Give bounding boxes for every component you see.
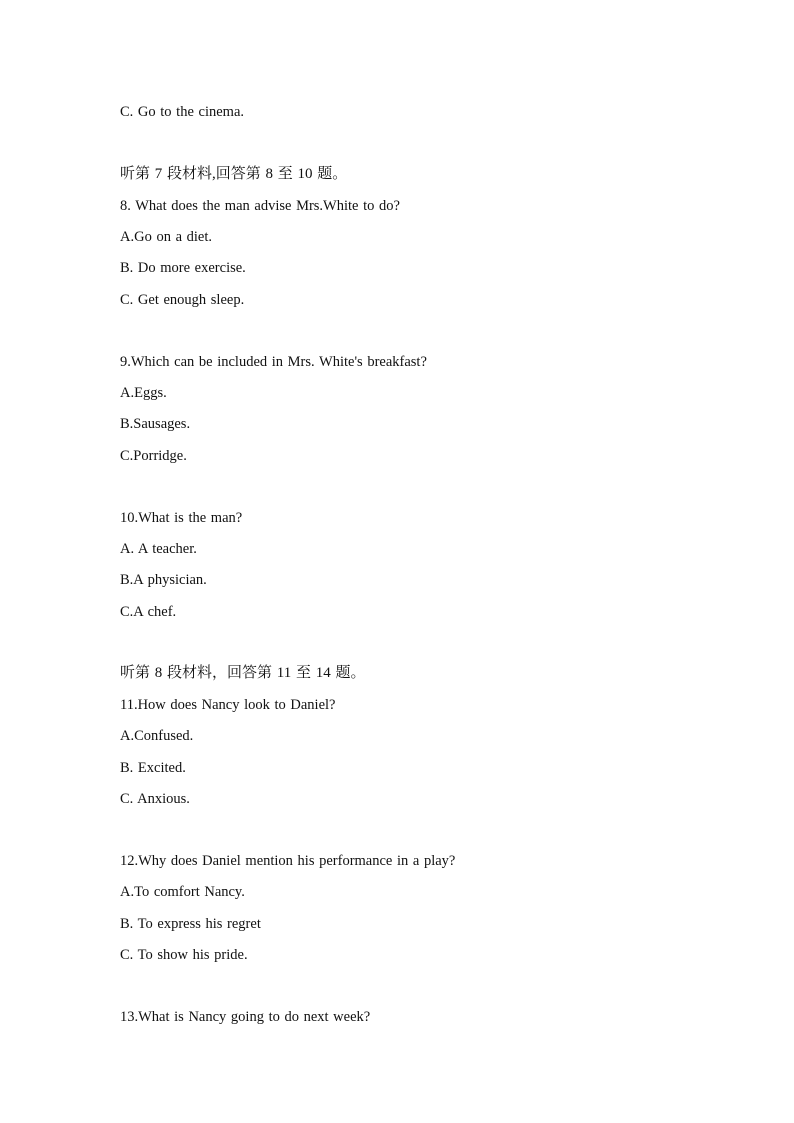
option-12a: A.To comfort Nancy. [120,884,245,900]
option-12c: C. To show his pride. [120,947,248,963]
option-8a: A.Go on a diet. [120,229,212,245]
question-12: 12.Why does Daniel mention his performance in a play? [120,853,456,869]
option-8b: B. Do more exercise. [120,260,246,276]
section-heading-8: 听第 8 段材料，回答第 11 至 14 题。 [120,665,366,681]
option-7c: C. Go to the cinema. [120,104,245,120]
option-9c: C.Porridge. [120,448,187,464]
question-11: 11.How does Nancy look to Daniel? [120,697,336,713]
option-10b: B.A physician. [120,572,207,588]
option-9a: A.Eggs. [120,385,167,401]
option-10a: A. A teacher. [120,541,197,557]
option-8c: C. Get enough sleep. [120,292,245,308]
question-13: 13.What is Nancy going to do next week? [120,1009,371,1025]
option-12b: B. To express his regret [120,916,261,932]
option-9b: B.Sausages. [120,416,191,432]
question-8: 8. What does the man advise Mrs.White to do? [120,198,400,214]
question-10: 10.What is the man? [120,510,243,526]
option-11b: B. Excited. [120,760,186,776]
option-11a: A.Confused. [120,728,194,744]
section-heading-7: 听第 7 段材料,回答第 8 至 10 题。 [120,166,348,182]
option-10c: C.A chef. [120,604,177,620]
option-11c: C. Anxious. [120,791,190,807]
question-9: 9.Which can be included in Mrs. White's breakfast? [120,354,427,370]
